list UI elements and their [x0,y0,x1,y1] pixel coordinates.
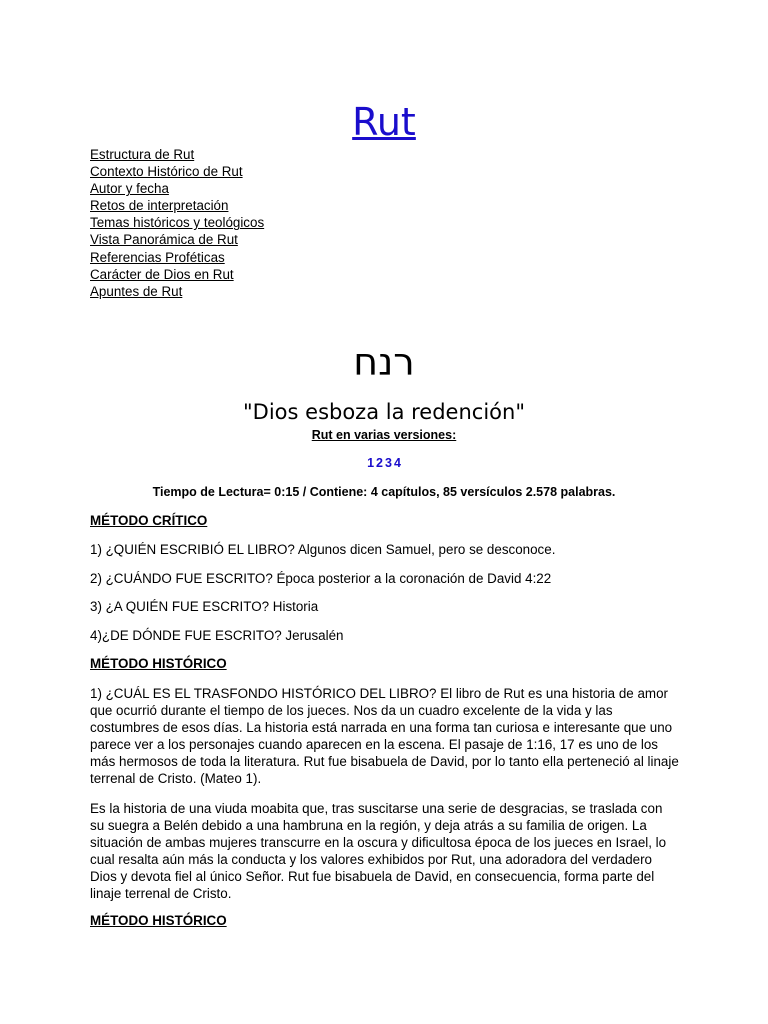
toc-link-referencias[interactable]: Referencias Proféticas [90,249,225,265]
toc-link-apuntes[interactable]: Apuntes de Rut [90,283,183,299]
toc-item [90,249,264,266]
toc-item [90,180,264,197]
section-heading-metodo-critico: MÉTODO CRÍTICO [90,513,208,528]
toc-link-caracter[interactable]: Carácter de Dios en Rut [90,266,234,282]
toc-link-contexto[interactable]: Contexto Histórico de Rut [90,164,243,180]
toc-item [90,146,264,163]
page-title[interactable]: Rut [352,100,416,144]
paragraph-historia: Es la historia de una viuda moabita que, tras suscitarse una serie de desgracias, se traslada con su suegra a Belén debido a una hambruna en la región, y deja atrás a su familia de origen. La situación de ambas mujeres transcurre en la oscura y dificultosa época de los jueces en Israel, lo cual resalta aún más la conducta y los valores exhibidos por Rut, una adoradora del verdadero Dios y devota fiel al único Señor. Rut fue bisabuela de David, en consecuencia, forma parte del linaje terrenal de Cristo. [90,801,667,901]
versions-title: Rut en varias versiones: [311,428,457,442]
paragraph-trasfondo: 1) ¿CUÁL ES EL TRASFONDO HISTÓRICO DEL LIBRO? El libro de Rut es una historia de amor que ocurrió durante el tiempo de los jueces. Nos da un cuadro excelente de la vida y las costumbres de esos días. La historia está narrada en una forma tan curiosa e interesante que uno parece ver a los personajes cuando aparecen en la escena. El pasaje de 1:16, 17 es uno de los más hermosos de toda la literatura. Rut fue bisabuela de David, por lo tanto ella perteneció al linaje terrenal de Cristo. (Mateo 1). [90,686,679,786]
toc-item [90,283,264,300]
version-link-1[interactable]: 1 [367,456,375,470]
section-heading-metodo-historico-2: MÉTODO HISTÓRICO [90,913,227,928]
toc-link-autor[interactable]: Autor y fecha [90,181,169,197]
version-links [0,455,768,471]
toc-item [90,214,264,231]
table-of-contents [90,146,264,300]
toc-item [90,266,264,283]
toc-item [90,197,264,214]
toc-link-vista[interactable]: Vista Panorámica de Rut [90,232,238,248]
subtitle: "Dios esboza la redención" [243,400,525,424]
toc-item [90,231,264,248]
toc-link-estructura[interactable]: Estructura de Rut [90,147,195,162]
toc-item [90,163,264,180]
hebrew-title: רנח [353,340,415,384]
toc-link-retos[interactable]: Retos de interpretación [90,198,229,214]
paragraph-q2: 2) ¿CUÁNDO FUE ESCRITO? Época posterior a la coronación de David 4:22 [90,571,552,586]
version-link-2[interactable]: 2 [376,456,383,470]
section-heading-metodo-historico: MÉTODO HISTÓRICO [90,656,227,671]
paragraph-q3: 3) ¿A QUIÉN FUE ESCRITO? Historia [90,599,319,614]
reading-info: Tiempo de Lectura= 0:15 / Contiene: 4 capítulos, 85 versículos 2.578 palabras. [152,485,616,499]
toc-link-temas[interactable]: Temas históricos y teológicos [90,215,265,231]
paragraph-q1: 1) ¿QUIÉN ESCRIBIÓ EL LIBRO? Algunos dicen Samuel, pero se desconoce. [90,542,556,557]
paragraph-q4: 4)¿DE DÓNDE FUE ESCRITO? Jerusalén [90,628,344,643]
version-link-4[interactable]: 4 [393,456,401,470]
version-link-3[interactable]: 3 [385,456,392,470]
